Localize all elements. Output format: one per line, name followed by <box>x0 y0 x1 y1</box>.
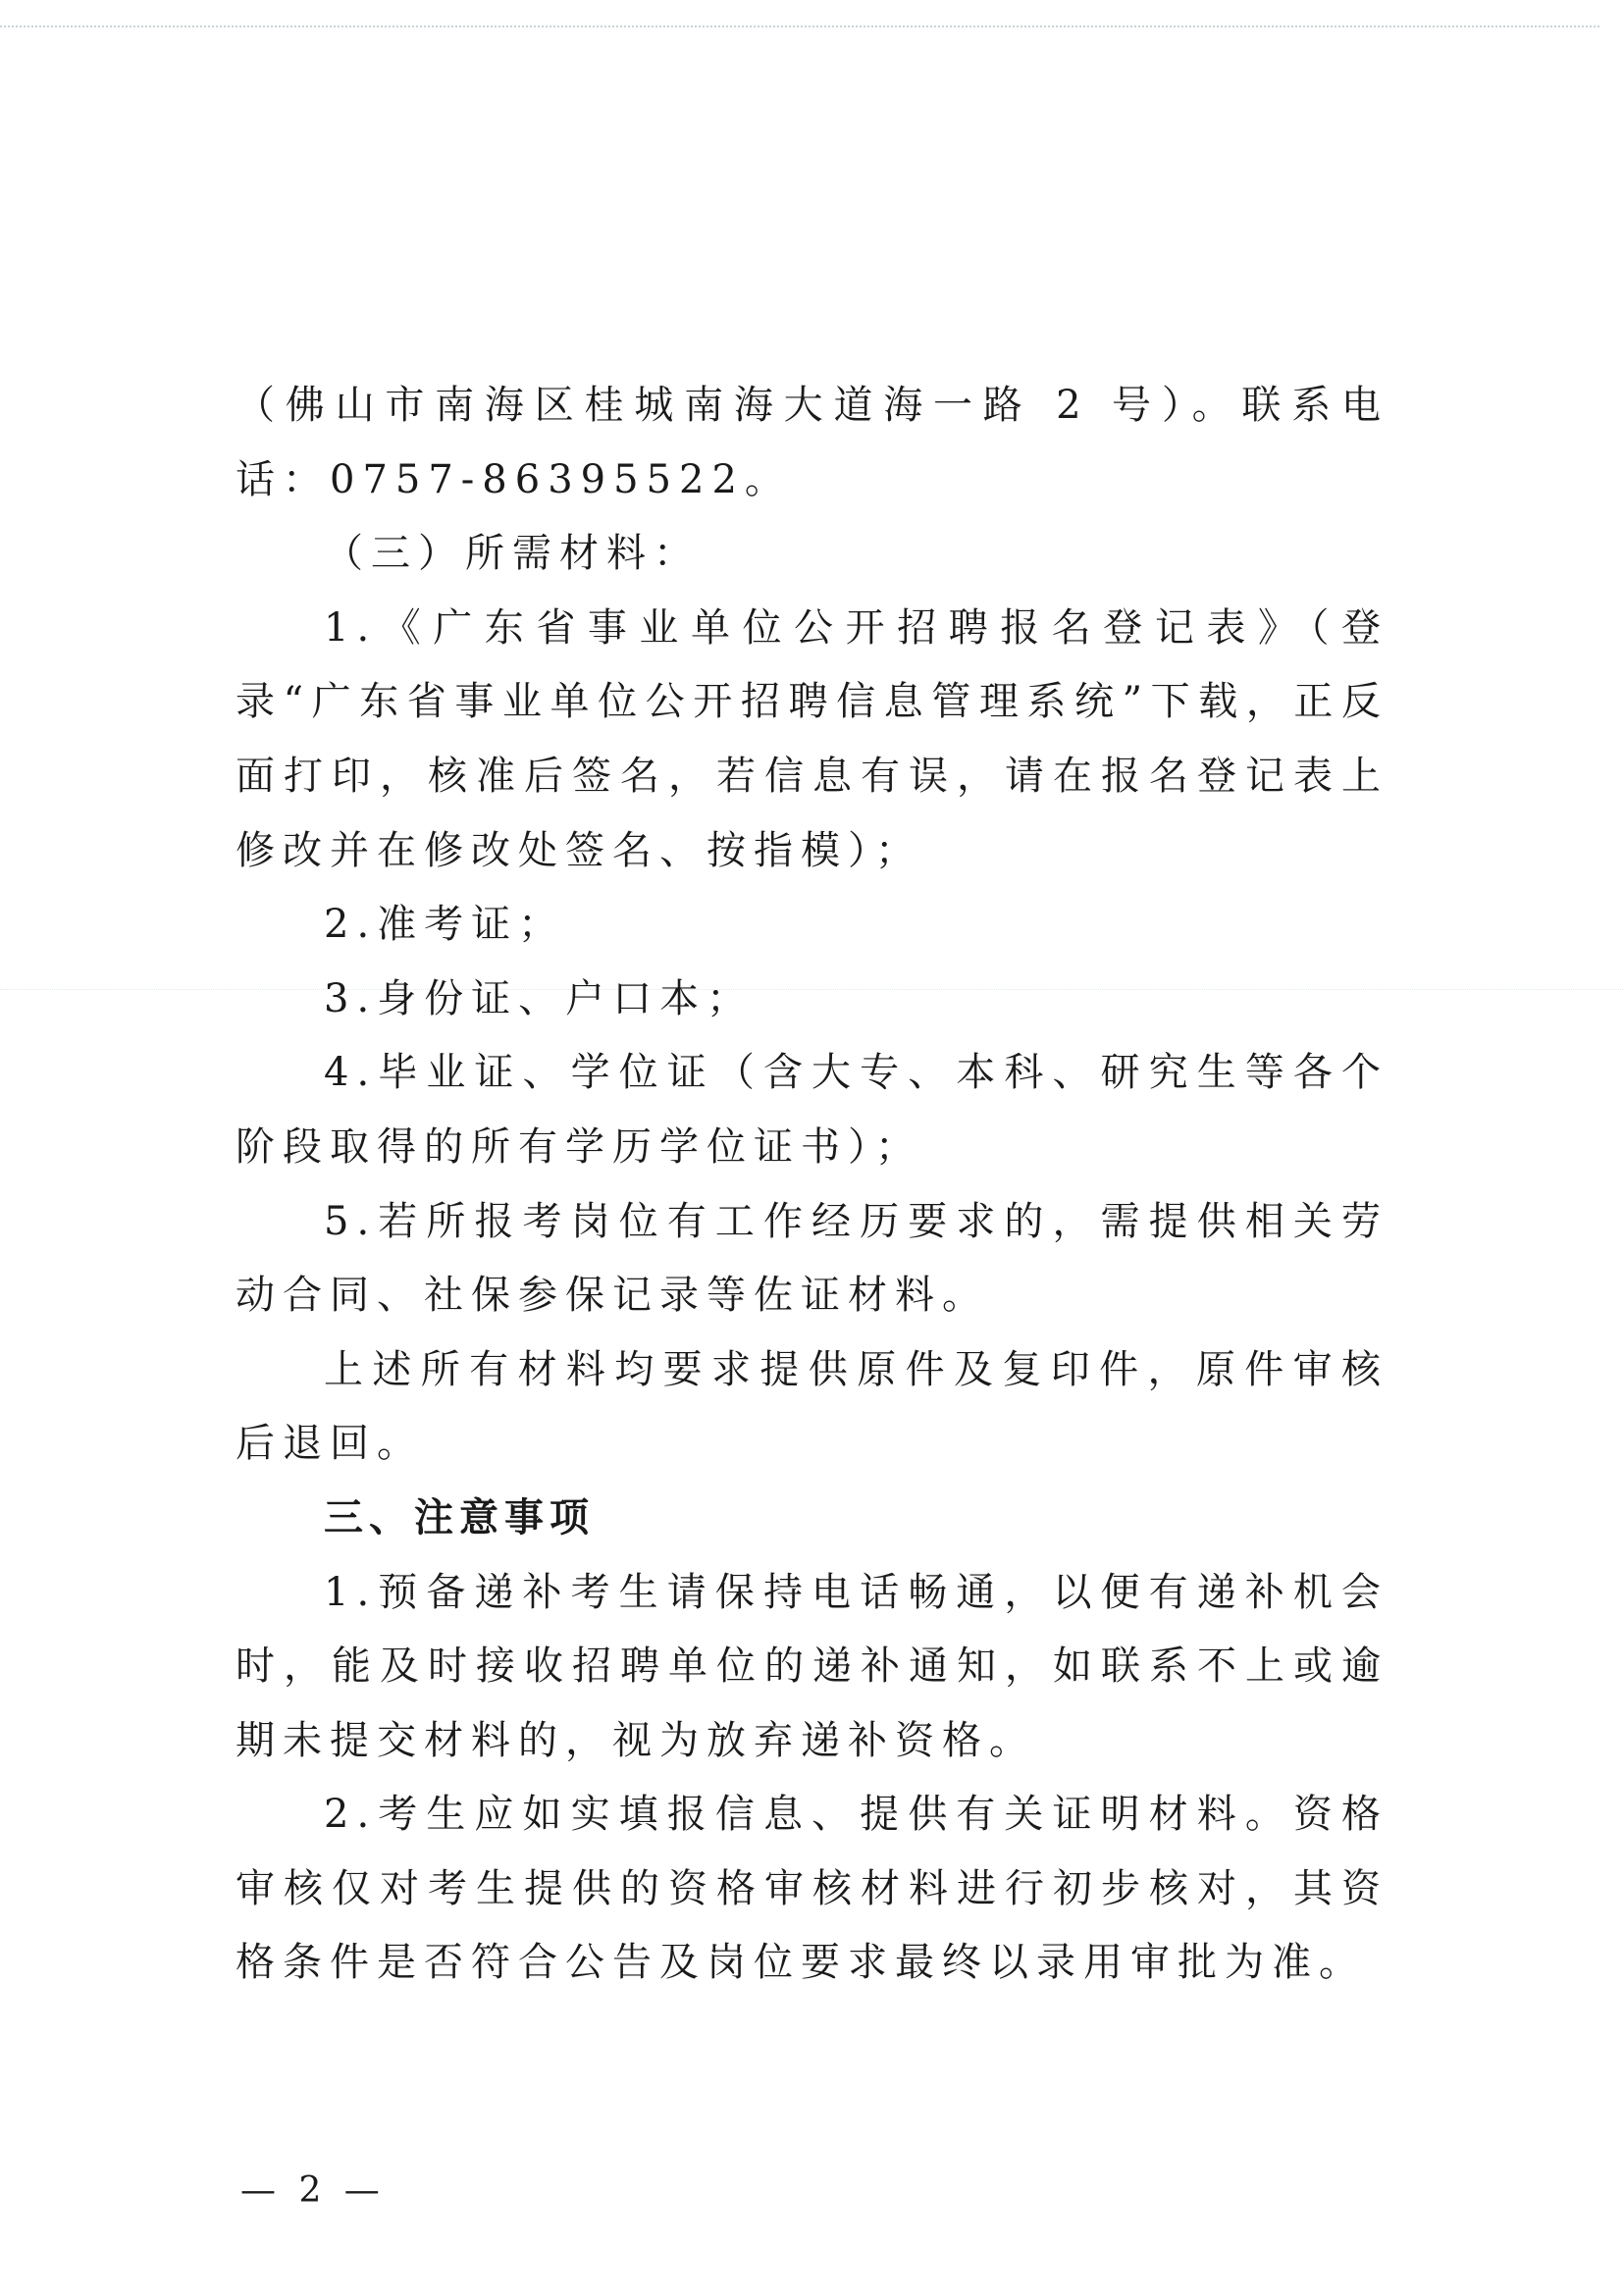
page-number: — 2 — <box>240 2170 386 2211</box>
material-item-5: 5.若所报考岗位有工作经历要求的，需提供相关劳动合同、社保参保记录等佐证材料。 <box>236 1198 1388 1319</box>
required-materials-subheading: （三）所需材料： <box>324 531 701 577</box>
notice-section-heading: 三、注意事项 <box>324 1494 595 1540</box>
materials-note: 上述所有材料均要求提供原件及复印件，原件审核后退回。 <box>236 1346 1388 1467</box>
document-body <box>236 369 1388 2001</box>
material-item-2: 2.准考证； <box>324 902 566 948</box>
scan-edge-line <box>0 26 1599 27</box>
material-item-4: 4.毕业证、学位证（含大专、本科、研究生等各个阶段取得的所有学历学位证书）； <box>236 1050 1388 1170</box>
address-contact-paragraph: （佛山市南海区桂城南海大道海一路 2 号）。联系电话：0757-86395522。 <box>236 383 1388 502</box>
material-item-3: 3.身份证、户口本； <box>324 975 755 1021</box>
material-item-1: 1.《广东省事业单位公开招聘报名登记表》（登录“广东省事业单位公开招聘信息管理系统”下载，正反面打印，核准后签名，若信息有误，请在报名登记表上修改并在修改处签名、按指模）； <box>236 604 1388 873</box>
notice-item-2: 2.考生应如实填报信息、提供有关证明材料。资格审核仅对考生提供的资格审核材料进行初步核对，其资格条件是否符合公告及岗位要求最终以录用审批为准。 <box>236 1792 1388 1986</box>
notice-item-1: 1.预备递补考生请保持电话畅通，以便有递补机会时，能及时接收招聘单位的递补通知，如联系不上或逾期未提交材料的，视为放弃递补资格。 <box>236 1569 1388 1763</box>
